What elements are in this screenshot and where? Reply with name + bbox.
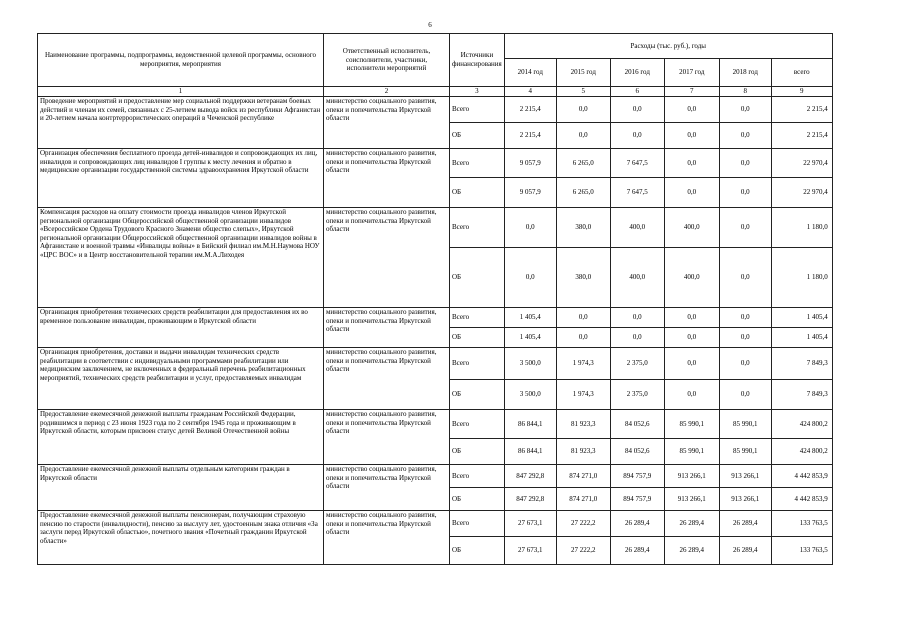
funding-source-cell: Всего	[450, 410, 505, 439]
total-amount-cell: 7 849,3	[771, 348, 832, 380]
header-expenses: Расходы (тыс. руб.), годы	[504, 34, 832, 59]
amount-cell: 27 222,2	[556, 537, 610, 565]
table-row-total	[38, 308, 833, 328]
amount-cell: 2 215,4	[504, 97, 556, 123]
program-name-cell: Предоставление ежемесячной денежной выплаты гражданам Российской Федерации, родившимся в период с 23 июня 1923 года по 2 сентября 1945 года и проживающим в Иркутской области, которым присвоен статус детей Великой Отечественной войны	[38, 410, 324, 465]
total-amount-cell: 133 763,5	[771, 537, 832, 565]
amount-cell: 0,0	[664, 97, 719, 123]
amount-cell: 85 990,1	[719, 439, 771, 465]
table-row-total	[38, 208, 833, 248]
amount-cell: 2 375,0	[610, 348, 664, 380]
amount-cell: 913 266,1	[719, 465, 771, 488]
program-name-cell: Предоставление ежемесячной денежной выплаты отдельным категориям граждан в Иркутской области	[38, 465, 324, 511]
amount-cell: 380,0	[556, 208, 610, 248]
table-row-total	[38, 348, 833, 380]
funding-source-cell: ОБ	[450, 328, 505, 348]
amount-cell: 400,0	[664, 248, 719, 308]
amount-cell: 0,0	[719, 308, 771, 328]
amount-cell: 85 990,1	[664, 410, 719, 439]
amount-cell: 894 757,9	[610, 488, 664, 511]
total-amount-cell: 424 800,2	[771, 439, 832, 465]
amount-cell: 0,0	[504, 248, 556, 308]
amount-cell: 874 271,0	[556, 488, 610, 511]
total-amount-cell: 1 180,0	[771, 208, 832, 248]
amount-cell: 1 405,4	[504, 308, 556, 328]
table-row-total	[38, 465, 833, 488]
funding-source-cell: ОБ	[450, 439, 505, 465]
column-index: 6	[610, 87, 664, 97]
amount-cell: 81 923,3	[556, 410, 610, 439]
program-name-cell: Организация приобретения, доставки и выдачи инвалидам технических средств реабилитации в соответствии с индивидуальными программами реабилитации или медицинским заключением, не включенных в федеральный перечень реабилитационных мероприятий, технических средств реабилитации и услуг, предоставляемых инвалидам	[38, 348, 324, 410]
funding-source-cell: Всего	[450, 208, 505, 248]
executor-cell: министерство социального развития, опеки и попечительства Иркутской области	[324, 465, 450, 511]
amount-cell: 9 057,9	[504, 178, 556, 208]
total-amount-cell: 2 215,4	[771, 97, 832, 123]
amount-cell: 26 289,4	[719, 537, 771, 565]
funding-source-cell: ОБ	[450, 488, 505, 511]
header-program-name: Наименование программы, подпрограммы, ведомственной целевой программы, основного мероприятия, мероприятия	[38, 34, 324, 87]
column-index: 8	[719, 87, 771, 97]
header-year-2018: 2018 год	[719, 59, 771, 87]
program-name-cell: Предоставление ежемесячной денежной выплаты пенсионерам, получающим страховую пенсию по старости (инвалидности), пенсию за выслугу лет, удостоенным знака отличия «За заслуги перед Иркутской областью», почетного звания «Почетный гражданин Иркутской области»	[38, 511, 324, 565]
amount-cell: 0,0	[610, 123, 664, 149]
page-number: 6	[428, 21, 432, 29]
table-row-total	[38, 410, 833, 439]
executor-cell: министерство социального развития, опеки и попечительства Иркутской области	[324, 348, 450, 410]
funding-source-cell: Всего	[450, 308, 505, 328]
amount-cell: 85 990,1	[664, 439, 719, 465]
header-year-2015: 2015 год	[556, 59, 610, 87]
amount-cell: 1 405,4	[504, 328, 556, 348]
budget-table	[37, 33, 833, 565]
funding-source-cell: Всего	[450, 465, 505, 488]
executor-cell: министерство социального развития, опеки и попечительства Иркутской области	[324, 308, 450, 348]
amount-cell: 7 647,5	[610, 178, 664, 208]
amount-cell: 26 289,4	[719, 511, 771, 537]
column-index: 9	[771, 87, 832, 97]
amount-cell: 894 757,9	[610, 465, 664, 488]
amount-cell: 0,0	[719, 123, 771, 149]
amount-cell: 0,0	[719, 248, 771, 308]
amount-cell: 0,0	[719, 149, 771, 178]
amount-cell: 847 292,8	[504, 488, 556, 511]
amount-cell: 2 375,0	[610, 380, 664, 410]
amount-cell: 86 844,1	[504, 410, 556, 439]
amount-cell: 0,0	[664, 178, 719, 208]
amount-cell: 6 265,0	[556, 149, 610, 178]
amount-cell: 85 990,1	[719, 410, 771, 439]
total-amount-cell: 1 405,4	[771, 308, 832, 328]
total-amount-cell: 22 970,4	[771, 178, 832, 208]
program-name-cell: Организация обеспечения бесплатного проезда детей-инвалидов и сопровождающих их лиц, инвалидов и сопровождающих лиц инвалидов I группы к месту лечения и обратно в медицинские организации государственной системы здравоохранения Иркутской области	[38, 149, 324, 208]
amount-cell: 0,0	[664, 348, 719, 380]
column-index: 3	[450, 87, 505, 97]
amount-cell: 0,0	[556, 308, 610, 328]
funding-source-cell: Всего	[450, 511, 505, 537]
header-year-2014: 2014 год	[504, 59, 556, 87]
column-index: 4	[504, 87, 556, 97]
total-amount-cell: 1 180,0	[771, 248, 832, 308]
amount-cell: 26 289,4	[610, 511, 664, 537]
amount-cell: 1 974,3	[556, 380, 610, 410]
header-funding-source: Источники финансирования	[450, 34, 505, 87]
funding-source-cell: ОБ	[450, 537, 505, 565]
total-amount-cell: 1 405,4	[771, 328, 832, 348]
amount-cell: 6 265,0	[556, 178, 610, 208]
total-amount-cell: 22 970,4	[771, 149, 832, 178]
total-amount-cell: 2 215,4	[771, 123, 832, 149]
funding-source-cell: ОБ	[450, 178, 505, 208]
funding-source-cell: ОБ	[450, 380, 505, 410]
amount-cell: 84 052,6	[610, 439, 664, 465]
executor-cell: министерство социального развития, опеки и попечительства Иркутской области	[324, 208, 450, 308]
amount-cell: 2 215,4	[504, 123, 556, 149]
header-total: всего	[771, 59, 832, 87]
amount-cell: 0,0	[664, 149, 719, 178]
total-amount-cell: 133 763,5	[771, 511, 832, 537]
amount-cell: 0,0	[719, 380, 771, 410]
amount-cell: 0,0	[719, 178, 771, 208]
funding-source-cell: Всего	[450, 348, 505, 380]
amount-cell: 26 289,4	[664, 537, 719, 565]
amount-cell: 400,0	[664, 208, 719, 248]
amount-cell: 86 844,1	[504, 439, 556, 465]
table-row-total	[38, 511, 833, 537]
amount-cell: 0,0	[556, 97, 610, 123]
column-index: 2	[324, 87, 450, 97]
amount-cell: 0,0	[719, 97, 771, 123]
amount-cell: 0,0	[664, 380, 719, 410]
amount-cell: 0,0	[719, 348, 771, 380]
total-amount-cell: 4 442 853,9	[771, 465, 832, 488]
column-index-row	[38, 87, 833, 97]
amount-cell: 0,0	[664, 308, 719, 328]
amount-cell: 913 266,1	[719, 488, 771, 511]
column-index: 7	[664, 87, 719, 97]
amount-cell: 380,0	[556, 248, 610, 308]
funding-source-cell: ОБ	[450, 123, 505, 149]
funding-source-cell: Всего	[450, 149, 505, 178]
total-amount-cell: 424 800,2	[771, 410, 832, 439]
amount-cell: 0,0	[504, 208, 556, 248]
amount-cell: 0,0	[556, 123, 610, 149]
executor-cell: министерство социального развития, опеки и попечительства Иркутской области	[324, 511, 450, 565]
header-executor: Ответственный исполнитель, соисполнители, участники, исполнители мероприятий	[324, 34, 450, 87]
amount-cell: 3 500,0	[504, 380, 556, 410]
amount-cell: 7 647,5	[610, 149, 664, 178]
amount-cell: 0,0	[610, 308, 664, 328]
amount-cell: 0,0	[556, 328, 610, 348]
amount-cell: 27 673,1	[504, 537, 556, 565]
column-index: 5	[556, 87, 610, 97]
amount-cell: 9 057,9	[504, 149, 556, 178]
total-amount-cell: 4 442 853,9	[771, 488, 832, 511]
column-index: 1	[38, 87, 324, 97]
program-name-cell: Организация приобретения технических средств реабилитации для предоставления их во временное пользование инвалидам, проживающим в Иркутской области	[38, 308, 324, 348]
amount-cell: 26 289,4	[664, 511, 719, 537]
amount-cell: 27 222,2	[556, 511, 610, 537]
executor-cell: министерство социального развития, опеки и попечительства Иркутской области	[324, 97, 450, 149]
total-amount-cell: 7 849,3	[771, 380, 832, 410]
funding-source-cell: Всего	[450, 97, 505, 123]
table-row-total	[38, 97, 833, 123]
amount-cell: 27 673,1	[504, 511, 556, 537]
header-year-2016: 2016 год	[610, 59, 664, 87]
program-name-cell: Компенсация расходов на оплату стоимости проезда инвалидов членов Иркутской региональной организации Общероссийской общественной организации инвалидов «Всероссийское Ордена Трудового Красного Знамени общество слепых», Иркутской региональной организации Общероссийской общественной организации инвалидов войны в Афганистане и военной травмы «Инвалиды войны» в Бийский филиал им.М.Н.Наумова НОУ «ЦРС ВОС» и в Центр восстановительной терапии им.М.А.Лиходея	[38, 208, 324, 308]
amount-cell: 26 289,4	[610, 537, 664, 565]
amount-cell: 84 052,6	[610, 410, 664, 439]
amount-cell: 0,0	[610, 97, 664, 123]
table-row-total	[38, 149, 833, 178]
amount-cell: 81 923,3	[556, 439, 610, 465]
amount-cell: 0,0	[610, 328, 664, 348]
amount-cell: 913 266,1	[664, 488, 719, 511]
funding-source-cell: ОБ	[450, 248, 505, 308]
amount-cell: 874 271,0	[556, 465, 610, 488]
amount-cell: 400,0	[610, 248, 664, 308]
amount-cell: 1 974,3	[556, 348, 610, 380]
executor-cell: министерство социального развития, опеки и попечительства Иркутской области	[324, 410, 450, 465]
amount-cell: 3 500,0	[504, 348, 556, 380]
amount-cell: 400,0	[610, 208, 664, 248]
amount-cell: 913 266,1	[664, 465, 719, 488]
amount-cell: 847 292,8	[504, 465, 556, 488]
program-name-cell: Проведение мероприятий и предоставление мер социальной поддержки ветеранам боевых действий и членам их семей, связанных с 25-летием вывода войск из республики Афганистан и 20-летием начала контртеррористических операций в Чеченской республике	[38, 97, 324, 149]
header-year-2017: 2017 год	[664, 59, 719, 87]
amount-cell: 0,0	[664, 123, 719, 149]
amount-cell: 0,0	[664, 328, 719, 348]
executor-cell: министерство социального развития, опеки и попечительства Иркутской области	[324, 149, 450, 208]
amount-cell: 0,0	[719, 328, 771, 348]
amount-cell: 0,0	[719, 208, 771, 248]
